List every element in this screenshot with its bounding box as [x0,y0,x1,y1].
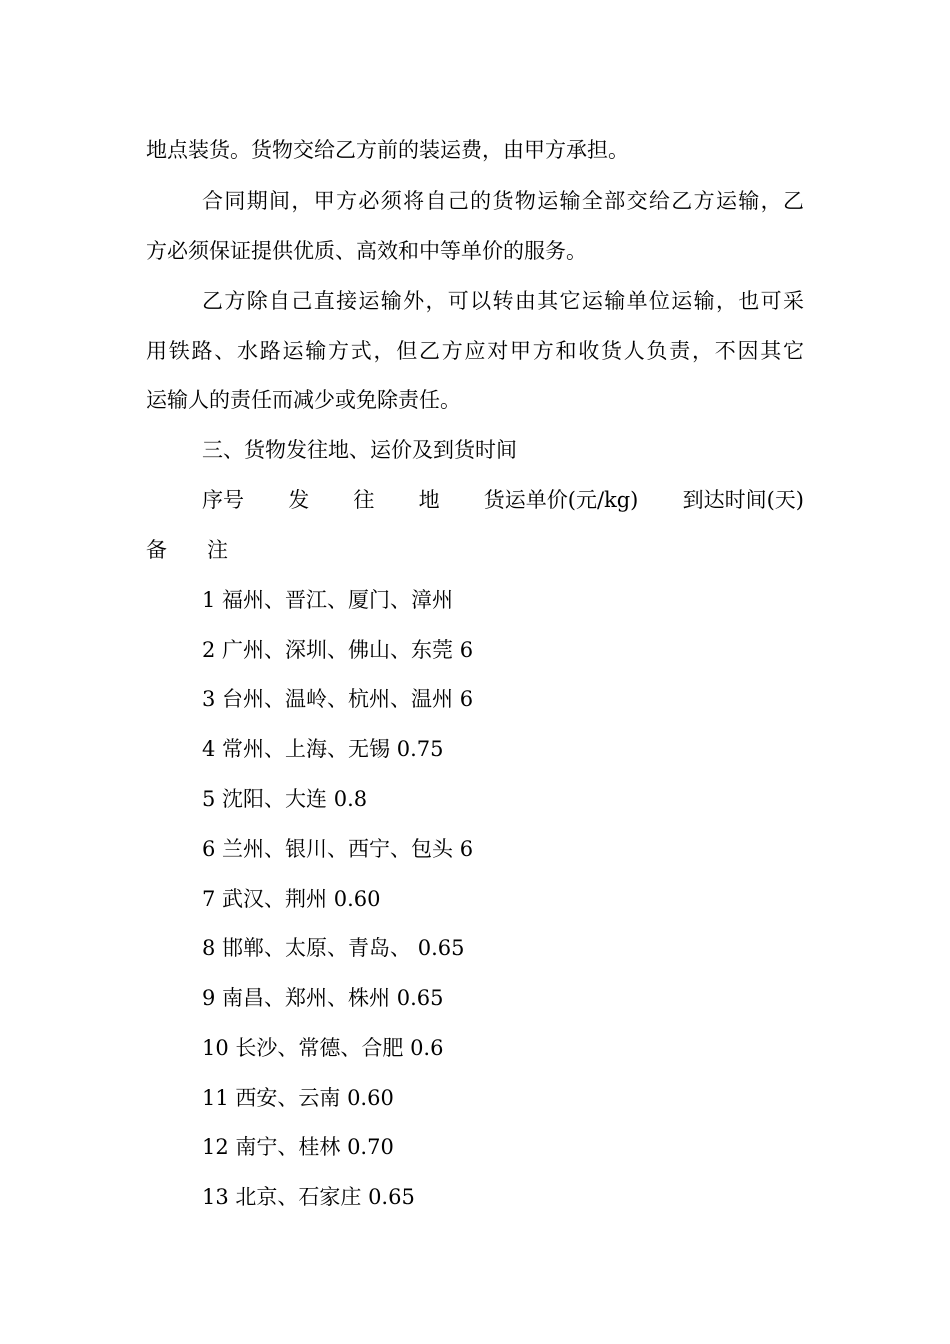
paragraph-line: 合同期间，甲方必须将自己的货物运输全部交给乙方运输，乙 [202,189,804,213]
table-row: 2 广州、深圳、佛山、东莞 6 [202,638,474,662]
paragraph-line: 运输人的责任而减少或免除责任。 [146,388,461,412]
paragraph-line: 地点装货。货物交给乙方前的装运费，由甲方承担。 [146,138,629,162]
table-row: 6 兰州、银川、西宁、包头 6 [202,837,474,861]
table-row: 3 台州、温岭、杭州、温州 6 [202,687,474,711]
header-serial: 序号 [202,488,244,512]
header-remarks: 备 注 [146,538,229,562]
table-row: 5 沈阳、大连 0.8 [202,787,368,811]
table-row: 13 北京、石家庄 0.65 [202,1185,415,1209]
table-row: 7 武汉、荆州 0.60 [202,887,381,911]
section-heading: 三、货物发往地、运价及到货时间 [202,438,517,462]
paragraph-line: 乙方除自己直接运输外，可以转由其它运输单位运输，也可采 [202,289,804,313]
table-row: 1 福州、晋江、厦门、漳州 [202,588,454,612]
table-row: 11 西安、云南 0.60 [202,1086,394,1110]
table-row: 10 长沙、常德、合肥 0.6 [202,1036,444,1060]
header-dest-3: 地 [418,488,440,512]
header-arrival-time: 到达时间(天) [682,488,804,512]
table-header [202,485,804,515]
paragraph-line: 方必须保证提供优质、高效和中等单价的服务。 [146,239,587,263]
header-unit-price: 货运单价(元/kg) [483,488,639,512]
table-row: 12 南宁、桂林 0.70 [202,1135,394,1159]
table-row: 8 邯郸、太原、青岛、 0.65 [202,936,465,960]
table-row: 9 南昌、郑州、株州 0.65 [202,986,444,1010]
table-row: 4 常州、上海、无锡 0.75 [202,737,444,761]
header-dest-1: 发 [288,488,310,512]
paragraph-line: 用铁路、水路运输方式，但乙方应对甲方和收货人负责，不因其它 [146,339,804,363]
header-dest-2: 往 [353,488,375,512]
